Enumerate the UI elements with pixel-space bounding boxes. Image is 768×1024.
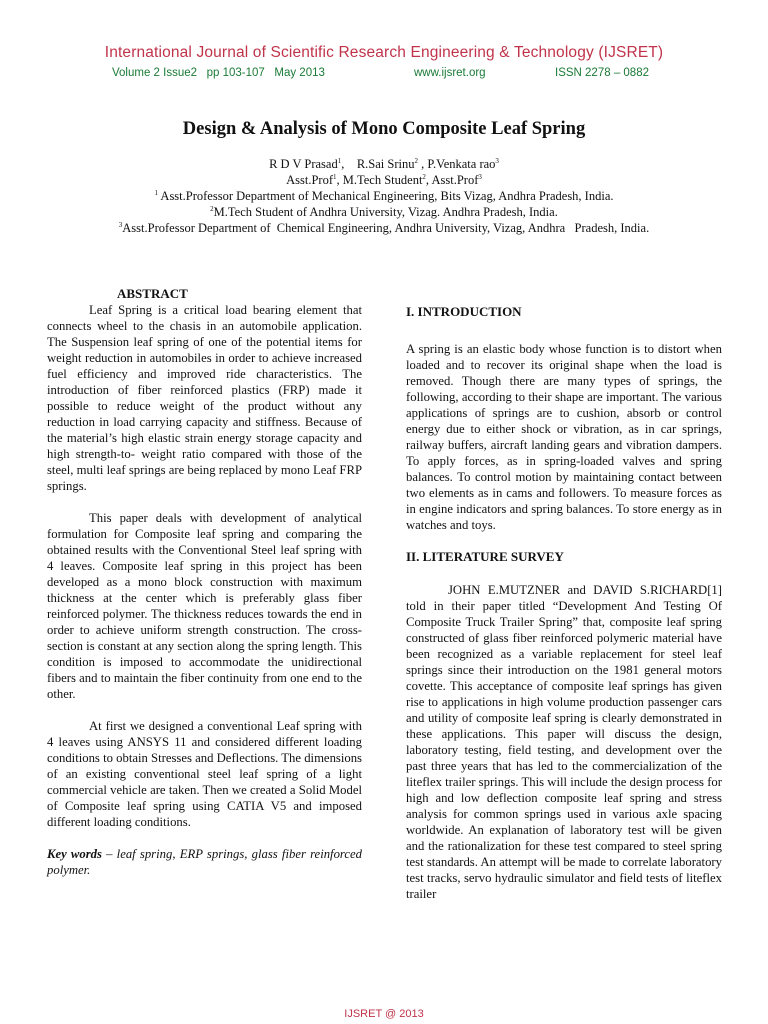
author-name: R D V Prasad [269,157,338,171]
introduction-heading: I. INTRODUCTION [406,304,522,319]
abstract-paragraph: This paper deals with development of analytical formulation for Composite leaf spring and comparing the obtained results with the Conventional Steel leaf spring with 4 leaves. Composite leaf spring in this project has been developed as a mono block construction with maximum thickness at the center which is preferably glass fiber reinforced polymer. The thickness reduces towards the end in order to achieve uniform strength construction. The cross-section is constant at any section along the spring length. This condition is imposed to accommodate the unidirectional fibers and to maintain the fiber continuity from one end to the other. [47,511,362,701]
introduction-paragraph: A spring is an elastic body whose function is to distort when loaded and to recover its original shape when the load is removed. Though there are many types of springs, the following, according to their shape are important. The various applications of springs are to cushion, absorb or control energy due to either shock or vibration, as in car springs, railway buffers, aircraft landing gears and vibration dampers. To apply forces, as in spring-loaded valves and spring balances. To control motion by maintaining contact between two elements as in cams and followers. To measure forces as in engine indicators and spring balances. To store energy as in watches and toys. [406,342,722,532]
author-roles: Asst.Prof$^1$, M.Tech Student$^2$, Asst.Prof$^3$ [286,172,482,187]
paper-title: Design & Analysis of Mono Composite Leaf Spring [182,119,586,139]
literature-paragraph: JOHN E.MUTZNER and DAVID S.RICHARD[1] told in their paper titled “Development And Testing Of Composite Truck Trailer Spring” that, composite leaf spring constructed of glass fiber reinforced polymeric material have been recognized as a variable replacement for steel leaf springs since their introduction on the 1981 general motors covette. This acceptance of composite leaf springs has given rise to applications in high volume production passenger cars and utility of composite leaf spring is clearly demonstrated in these applications. This paper will discuss the design, laboratory testing, field testing, and development over the past three years that has led to the commercialization of the liteflex trailer springs. This will include the design process for high and low deflection composite leaf spring and stress analysis for common springs used in various axle spacing worldwide. An explanation of laboratory test will be given and the rationalization for these test compared to steel spring test standards. An attempt will be made to correlate laboratory test tracks, servo hydraulic simulator and field tests of liteflex trailer [406,583,722,901]
keywords [47,846,362,878]
volume-info: Volume 2 Issue2 pp 103-107 May 2013 [112,67,325,79]
journal-name: International Journal of Scientific Research Engineering & Technology (IJSRET) [104,44,664,61]
right-column [406,304,722,902]
left-column [47,286,362,878]
website-link[interactable]: www.ijsret.org [414,67,486,79]
literature-survey-heading: II. LITERATURE SURVEY [406,549,564,564]
affiliation: $^3$Asst.Professor Department of Chemical Engineering, Andhra University, Vizag, Andhra Pradesh, India. [118,220,650,235]
affiliation: $^1$ Asst.Professor Department of Mechanical Engineering, Bits Vizag, Andhra Pradesh, India. [154,188,614,203]
abstract-paragraph: At first we designed a conventional Leaf spring with 4 leaves using ANSYS 11 and considered different loading conditions to obtain Stresses and Deflections. The dimensions of an existing conventional steel leaf spring of a light commercial vehicle are taken. Then we created a Solid Model of Composite leaf spring using CATIA V5 and imposed different loading conditions. [47,719,362,829]
affiliation: $^2$M.Tech Student of Andhra University, Vizag. Andhra Pradesh, India. [210,204,558,219]
author-name: P.Venkata rao [427,157,496,171]
abstract-heading: ABSTRACT [117,286,188,301]
author-block [0,156,768,236]
author-names: R D V Prasad$^1$, R.Sai Srinu$^2$ , P.Venkata rao$^3$ [269,156,499,171]
keywords-text: – leaf spring, ERP springs, glass fiber reinforced polymer. [47,847,362,877]
keywords-label: Key words [47,847,102,861]
abstract-paragraph: Leaf Spring is a critical load bearing element that connects wheel to the chasis in an automobile application. The Suspension leaf spring of one of the potential items for weight reduction in automobiles in order to achieve increased fuel efficiency and improved ride characteristics. The introduction of fiber reinforced plastics (FRP) made it possible to reduce weight of the product without any reduction in load carrying capacity and stiffness. Because of the material’s high elastic strain energy storage capacity and high strength-to- weight ratio compared with those of the steel, multi leaf springs are being replaced by mono Leaf FRP springs. [47,303,362,493]
author-name: R.Sai Srinu [356,157,415,171]
page-footer: IJSRET @ 2013 [344,1008,424,1020]
issn: ISSN 2278 – 0882 [555,67,649,79]
